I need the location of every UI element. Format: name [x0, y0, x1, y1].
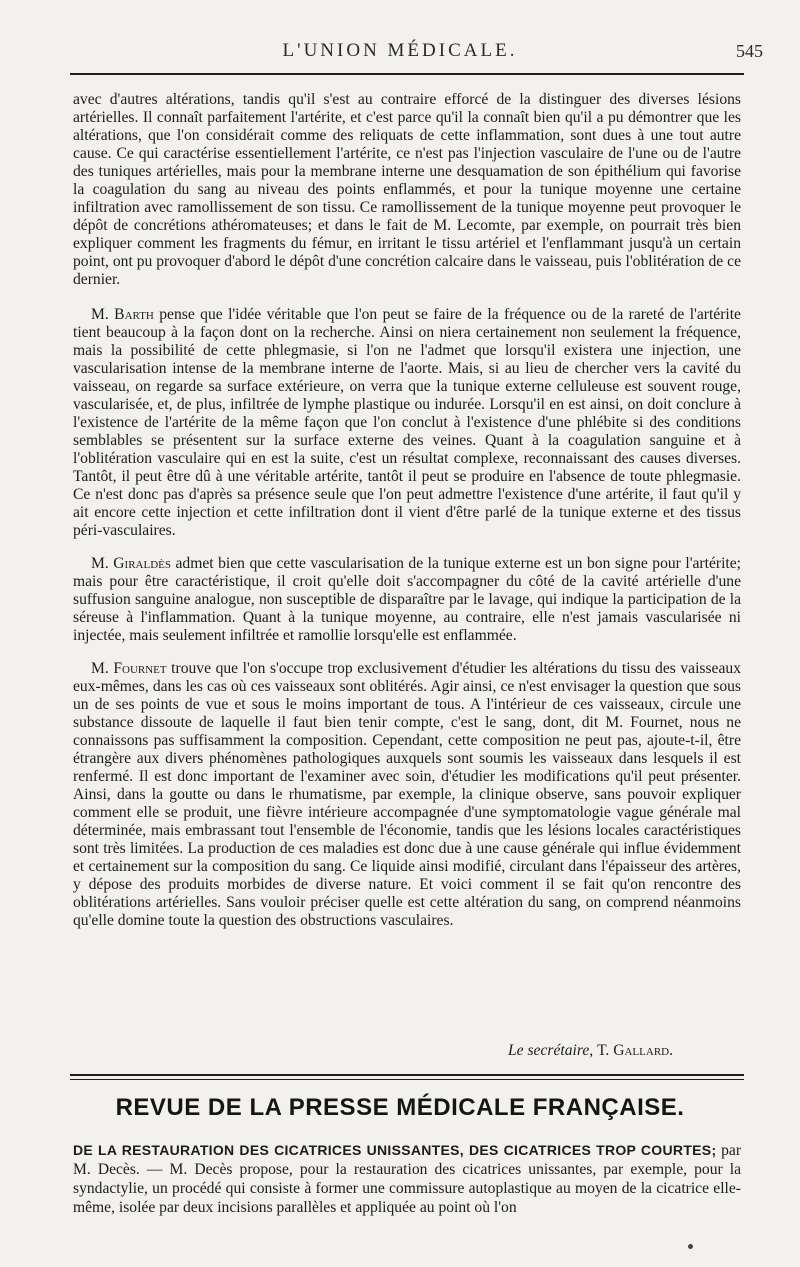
journal-title: L'UNION MÉDICALE. [282, 40, 518, 61]
paragraph-text: pense que l'idée véritable que l'on peut se faire de la fréquence ou de la rareté de l'artérite tient beaucoup à la façon dont on la recherche. Ainsi on niera certainement non seulement la fréquence, mais la possibilité de cette phlegmasie, si l'on ne l'admet que lorsqu'il existera une injection, une vascularisation intense de la membrane interne de l'aorte. Mais, si au lieu de chercher vers la cavité du vaisseau, on regarde sa surface extérieure, on verra que la tunique externe celluleuse est souvent rouge, vascularisée, et, de plus, infiltrée de lymphe plastique ou indurée. Lorsqu'il en est ainsi, on doit conclure à l'existence de l'artérite de la même façon que l'on conclut à l'existence d'une phlébite si des conditions semblables se présentent sur la surface externe des veines. Quant à la coagulation sanguine et à l'oblitération vasculaire qui en est la suite, c'est un résultat complexe, reconnaissant des causes diverses. Tantôt, il peut être dû à une véritable artérite, tantôt il peut se produire en l'absence de toute phlegmasie. Ce n'est donc pas d'après sa présence seule que l'on peut admettre l'existence d'une artérite, il faut qu'il y ait encore cette injection et cette infiltration dont il vient d'être parlé de la tunique externe et des tissus péri-vasculaires. [73, 306, 741, 539]
signature-role: Le secrétaire, [507, 1042, 594, 1059]
article-intro: par M. Decès. — M. Decès propose, pour la restauration des cicatrices unissantes, par exemple, pour la syndactylie, un procédé qui consiste à former une commissure autoplastique au moyen de la cicatrice elle-même, isolée par deux incisions parallèles et appliquée au point où l'on [73, 1142, 742, 1216]
paragraph-fournet [73, 660, 741, 930]
paragraph-giraldes [73, 555, 741, 645]
article-heading: DE LA RESTAURATION DES CICATRICES UNISSANTES, DES CICATRICES TROP COURTES; [73, 1142, 717, 1158]
paragraph-barth [73, 306, 741, 540]
signature [73, 1042, 673, 1060]
section-rule-top-thin [70, 1079, 744, 1080]
speaker-name: M. Giraldès [91, 555, 171, 572]
section-title: REVUE DE LA PRESSE MÉDICALE FRANÇAISE. [115, 1094, 685, 1121]
signature-name: T. Gallard. [597, 1042, 673, 1059]
paragraph-text: admet bien que cette vascularisation de la tunique externe est un bon signe pour l'artérite; mais pour être caractéristique, il croit qu'elle doit s'accompagner du côté de la cavité artérielle d'une suffusion sanguine analogue, non susceptible de disparaître par le lavage, qui indique la participation de la séreuse à l'inflammation. Quant à la tunique moyenne, au contraire, elle n'est jamais vascularisée ni injectée, mais seulement infiltrée et ramollie lorsqu'elle est enflammée. [73, 555, 741, 644]
article [73, 1141, 741, 1217]
section-rule-top [70, 1074, 744, 1076]
body-text [73, 91, 741, 930]
header-rule [70, 73, 744, 75]
paragraph-1: avec d'autres altérations, tandis qu'il s'est au contraire efforcé de la distinguer des diverses lésions artérielles. Il connaît parfaitement l'artérite, et c'est parce qu'il la connaît bien qu'il a pu démontrer que les altérations, que l'on considérait comme des reliquats de cette inflammation, sont dues à une tout autre cause. Ce qui caractérise essentiellement l'artérite, ce n'est pas l'injection vasculaire de l'une ou de l'autre des tuniques artérielles, mais pour la membrane interne une desquamation de son épithélium qui favorise la coagulation du sang au niveau des points enflammés, et pour la tunique moyenne une certaine infiltration avec ramollissement de son tissu. Ce ramollissement de la tunique moyenne peut provoquer le dépôt de concrétions athéromateuses; et dans le fait de M. Lecomte, par exemple, on pourrait très bien expliquer comment les fragments du fémur, en irritant le tissu artériel et l'enflammant jusqu'à un certain point, ont pu provoquer d'abord le dépôt d'une concrétion calcaire dans le vaisseau, puis l'oblitération de ce dernier. [73, 91, 741, 288]
ink-dot [688, 1244, 693, 1249]
paragraph-text: trouve que l'on s'occupe trop exclusivement d'étudier les altérations du tissu des vaisseaux eux-mêmes, dans les cas où ces vaisseaux sont oblitérés. Agir ainsi, ce n'est envisager la question que sous un de ses points de vue et sous le moins important de tous. A l'intérieur de ces vaisseaux, circule une substance dissoute de laquelle il faut bien tenir compte, c'est le sang, dont, dit M. Fournet, nous ne connaissons pas suffisamment la composition. Cependant, cette composition ne peut pas, ajoute-t-il, être étrangère aux divers phénomènes pathologiques auxquels sont soumis les vaisseaux dans lesquels il est renfermé. Il est donc important de l'examiner avec soin, d'étudier les modifications qu'il peut présenter. Ainsi, dans la goutte ou dans le rhumatisme, par exemple, la clinique observe, sans pouvoir expliquer comment elle se produit, une fièvre intérieure accompagnée d'une symptomatologie vague générale mal déterminée, mais embrassant tout l'ensemble de l'économie, tandis que les lésions locales caractéristiques sont très limitées. La production de ces maladies est donc due à une cause générale qui influe évidemment et certainement sur la composition du sang. Ce liquide ainsi modifié, circulant dans l'épaisseur des artères, y dépose des produits morbides de diverse nature. Et voici comment il se fait qu'on rencontre des oblitérations artérielles. Sans vouloir préciser quelle est cette altération du sang, on comprend néanmoins qu'elle domine toute la question des obstructions vasculaires. [73, 660, 741, 929]
speaker-name: M. Barth [91, 306, 154, 323]
page-number: 545 [736, 41, 763, 61]
speaker-name: M. Fournet [91, 660, 167, 677]
